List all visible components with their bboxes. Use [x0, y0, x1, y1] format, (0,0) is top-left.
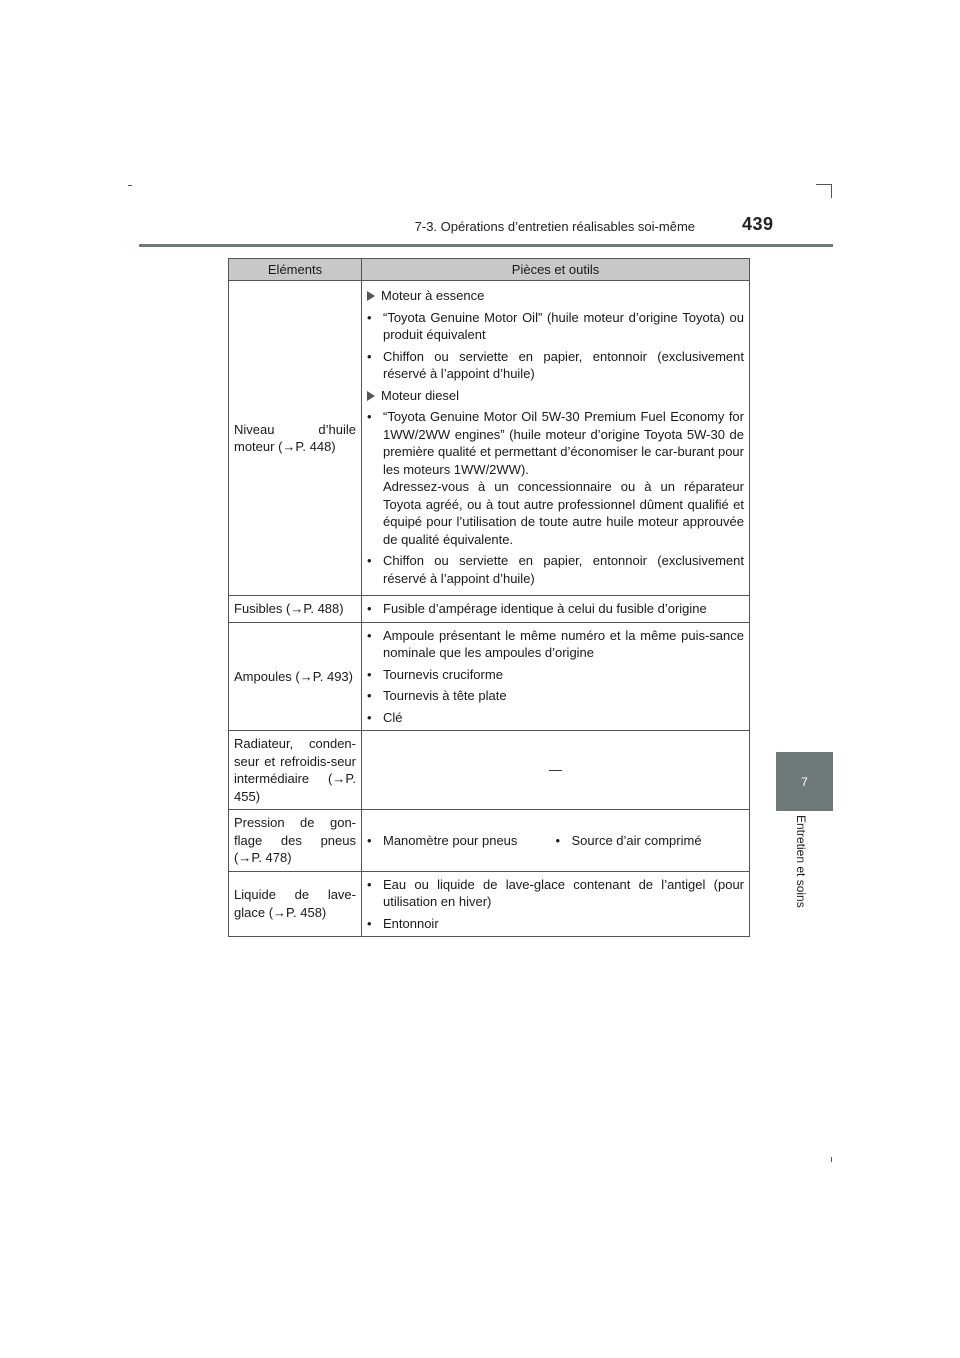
triangle-icon [367, 291, 375, 301]
chapter-tab: 7 [776, 752, 833, 811]
list-item: • Tournevis cruciforme [367, 666, 503, 682]
table-row [229, 281, 750, 596]
list-item: • “Toyota Genuine Motor Oil 5W-30 Premium Fuel Economy for 1WW/2WW engines” (huile moteur d’origine Toyota 5W-30 de première qualité et permettant d’économiser le car-burant pour les moteurs 1WW/2WW). Adressez-vous à un concessionnaire ou à un réparateur Toyota agréé, ou à tout autre professionnel dûment qualifié et équipé pour l’utilisation de toute autre huile moteur approuvée de qualité équivalente. [367, 409, 744, 547]
subheading: Moteur à essence [367, 287, 744, 305]
parts-cell [362, 871, 750, 937]
crop-mark [831, 1157, 832, 1162]
parts-cell [362, 731, 750, 810]
crop-mark [128, 185, 132, 186]
column-header: Pièces et outils [362, 259, 750, 281]
element-cell: Fusibles (→P. 488) [229, 596, 362, 623]
element-cell: Radiateur, conden-seur et refroidis-seur intermédiaire (→P. 455) [229, 731, 362, 810]
parts-cell [362, 281, 750, 596]
element-cell: Pression de gon-flage des pneus (→P. 478) [229, 810, 362, 872]
triangle-icon [367, 391, 375, 401]
crop-mark [831, 184, 832, 198]
parts-cell [362, 622, 750, 731]
parts-cell [362, 810, 750, 872]
list-item: • Fusible d’ampérage identique à celui du fusible d’origine [367, 601, 707, 616]
table-row [229, 731, 750, 810]
table-row [229, 871, 750, 937]
table-row [229, 810, 750, 872]
list-item: • Clé [367, 709, 403, 725]
chapter-label: Entretien et soins [794, 815, 808, 908]
parts-table [228, 258, 750, 937]
empty-value: — [549, 762, 562, 778]
list-item: • Tournevis à tête plate [367, 688, 507, 703]
header-rule [139, 244, 833, 247]
page-number: 439 [742, 214, 774, 234]
list-item: • Chiffon ou serviette en papier, entonnoir (exclusivement réservé à l’appoint d’huile) [367, 553, 744, 586]
table-row [229, 622, 750, 731]
list-item: • Ampoule présentant le même numéro et la même puis-sance nominale que les ampoules d’origine [367, 627, 744, 660]
element-cell: Niveau d’huile moteur (→P. 448) [229, 281, 362, 596]
list-item: • Entonnoir [367, 915, 439, 931]
subheading: Moteur diesel [367, 387, 744, 405]
section-title: 7-3. Opérations d’entretien réalisables soi-même [414, 219, 695, 234]
list-item: • Source d’air comprimé [555, 832, 702, 848]
crop-mark [816, 184, 832, 185]
element-cell: Ampoules (→P. 493) [229, 622, 362, 731]
table-row [229, 596, 750, 623]
parts-cell [362, 596, 750, 623]
list-item: • “Toyota Genuine Motor Oil” (huile moteur d’origine Toyota) ou produit équivalent [367, 309, 744, 342]
list-item: • Eau ou liquide de lave-glace contenant de l’antigel (pour utilisation en hiver) [367, 876, 744, 909]
note-text: Adressez-vous à un concessionnaire ou à un réparateur Toyota agréé, ou à tout autre professionnel dûment qualifié et équipé pour l’utilisation de toute autre huile moteur approuvée de qualité équivalente. [383, 479, 744, 547]
element-cell: Liquide de lave-glace (→P. 458) [229, 871, 362, 937]
list-item: • Manomètre pour pneus [367, 832, 518, 848]
list-item: • Chiffon ou serviette en papier, entonnoir (exclusivement réservé à l’appoint d’huile) [367, 348, 744, 381]
column-header: Eléments [229, 259, 362, 281]
table-header-row [229, 259, 750, 281]
